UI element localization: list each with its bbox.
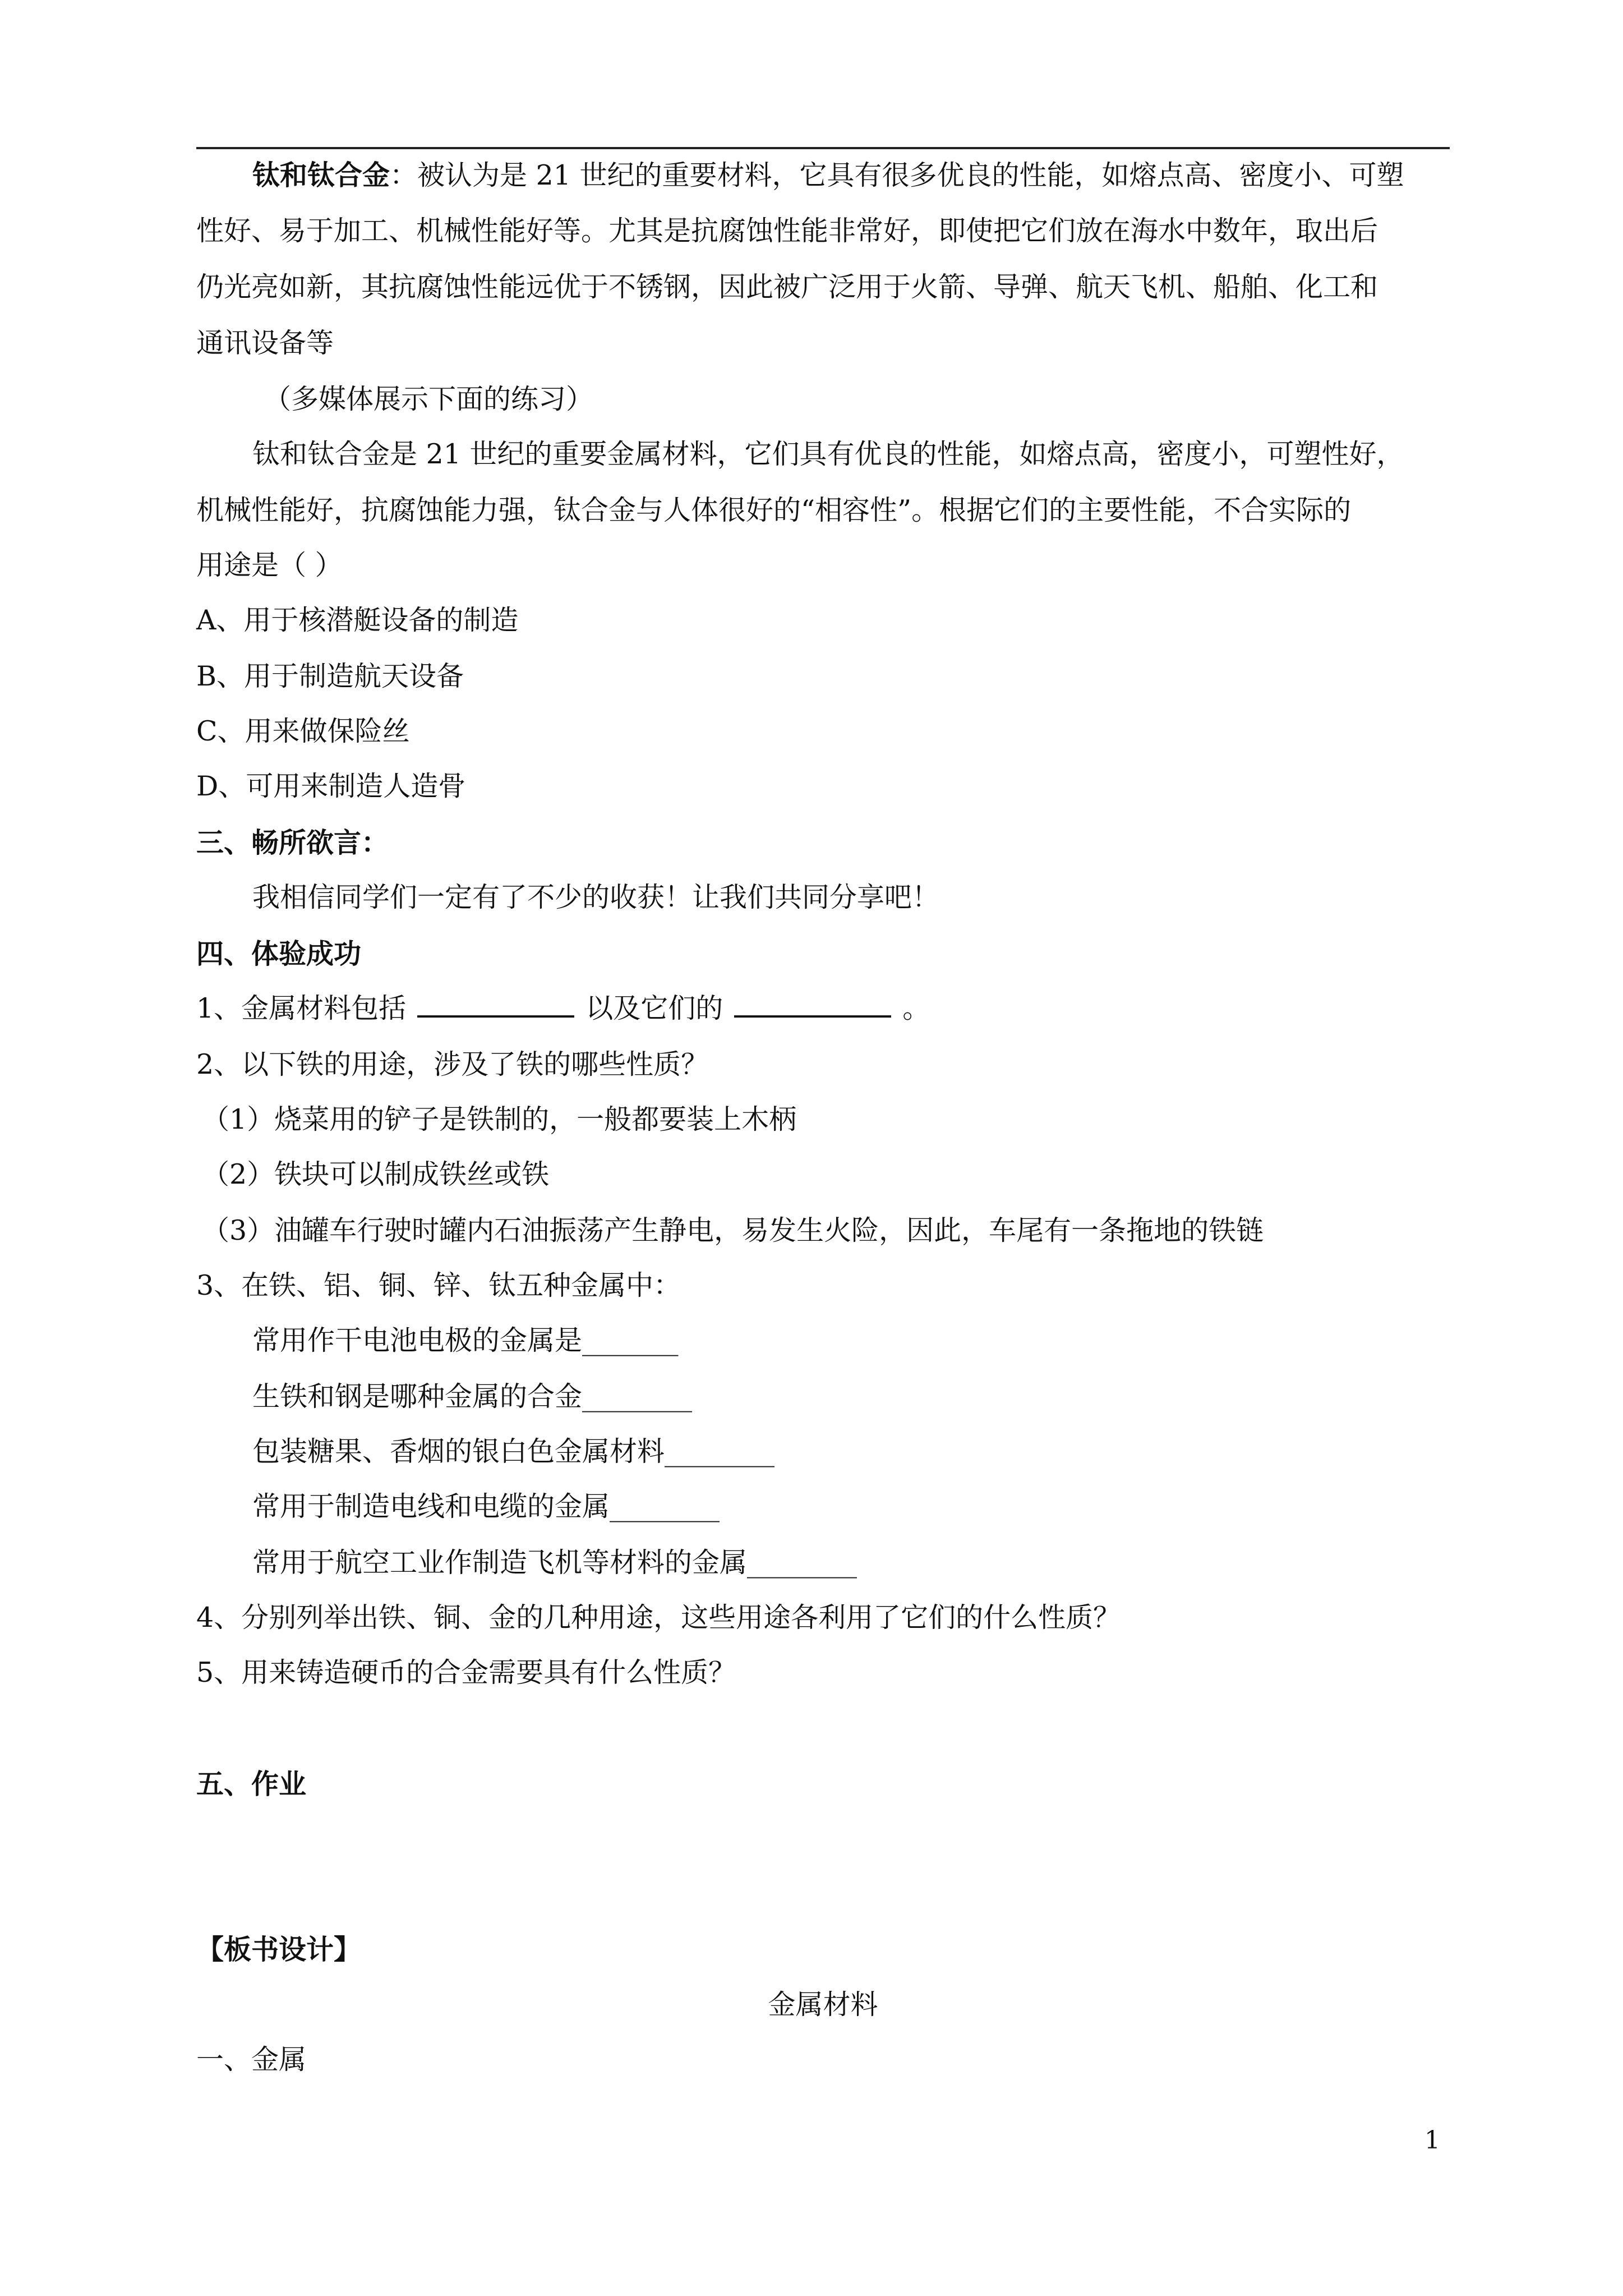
question-4: 4、分别列举出铁、铜、金的几种用途，这些用途各利用了它们的什么性质？ (196, 1602, 1121, 1634)
titanium-para-line1 (196, 147, 1506, 204)
section3-heading: 三、畅所欲言： (196, 826, 389, 859)
option-a: A、用于核潜艇设备的制造 (196, 604, 519, 636)
board-item-1: 一、金属 (196, 2044, 307, 2076)
question-5: 5、用来铸造硬币的合金需要具有什么性质？ (196, 1657, 736, 1688)
titanium-text-1: ：被认为是 21 世纪的重要材料，它具有很多优良的性能，如熔点高、密度小、可塑 (390, 159, 1404, 191)
option-b: B、用于制造航天设备 (196, 660, 464, 692)
question-1 (196, 981, 1450, 1037)
section5-heading: 五、作业 (196, 1768, 307, 1800)
option-c: C、用来做保险丝 (196, 715, 410, 747)
q2-item-3: （3）油罐车行驶时罐内石油振荡产生静电，易发生火险，因此，车尾有一条拖地的铁链 (202, 1214, 1264, 1246)
multimedia-note: （多媒体展示下面的练习） (264, 383, 594, 415)
q3-item-3: 包装糖果、香烟的银白色金属材料________ (252, 1435, 775, 1467)
q1-blank-1[interactable] (417, 984, 574, 1018)
exercise-line3: 用途是（ ） (196, 549, 343, 581)
titanium-para-line3: 仍光亮如新，其抗腐蚀性能远优于不锈钢，因此被广泛用于火箭、导弹、航天飞机、船舶、化工和 (196, 271, 1378, 303)
exercise-line1: 钛和钛合金是 21 世纪的重要金属材料，它们具有优良的性能，如熔点高，密度小，可塑性好， (252, 438, 1404, 470)
q3-item-5: 常用于航空工业作制造飞机等材料的金属________ (252, 1547, 857, 1579)
q2-item-1: （1）烧菜用的铲子是铁制的，一般都要装上木柄 (202, 1103, 797, 1135)
page-number: 1 (1424, 2126, 1440, 2155)
board-heading: 【板书设计】 (196, 1933, 362, 1966)
titanium-para-line4: 通讯设备等 (196, 327, 334, 359)
question-3: 3、在铁、铝、铜、锌、钛五种金属中： (196, 1269, 681, 1301)
board-title: 金属材料 (768, 1989, 878, 2021)
question-2: 2、以下铁的用途，涉及了铁的哪些性质？ (196, 1048, 709, 1080)
q3-item-4: 常用于制造电线和电缆的金属________ (252, 1490, 720, 1522)
titanium-lead: 钛和钛合金 (252, 159, 390, 191)
section4-heading: 四、体验成功 (196, 937, 362, 970)
titanium-para-line2: 性好、易于加工、机械性能好等。尤其是抗腐蚀性能非常好，即使把它们放在海水中数年，取出后 (196, 215, 1378, 247)
q3-item-2: 生铁和钢是哪种金属的合金________ (252, 1381, 693, 1412)
option-d: D、可用来制造人造骨 (196, 770, 466, 802)
q2-item-2: （2）铁块可以制成铁丝或铁 (202, 1158, 550, 1190)
q1-blank-2[interactable] (734, 984, 891, 1018)
q1-part-c: 。 (902, 992, 930, 1024)
q1-part-b: 以及它们的 (585, 992, 723, 1024)
q3-item-1: 常用作干电池电极的金属是_______ (252, 1324, 679, 1356)
q1-part-a: 1、金属材料包括 (196, 992, 407, 1024)
exercise-line2: 机械性能好，抗腐蚀能力强，钛合金与人体很好的“相容性”。根据它们的主要性能，不合实际的 (196, 494, 1352, 526)
section3-text: 我相信同学们一定有了不少的收获！让我们共同分享吧！ (252, 881, 940, 913)
